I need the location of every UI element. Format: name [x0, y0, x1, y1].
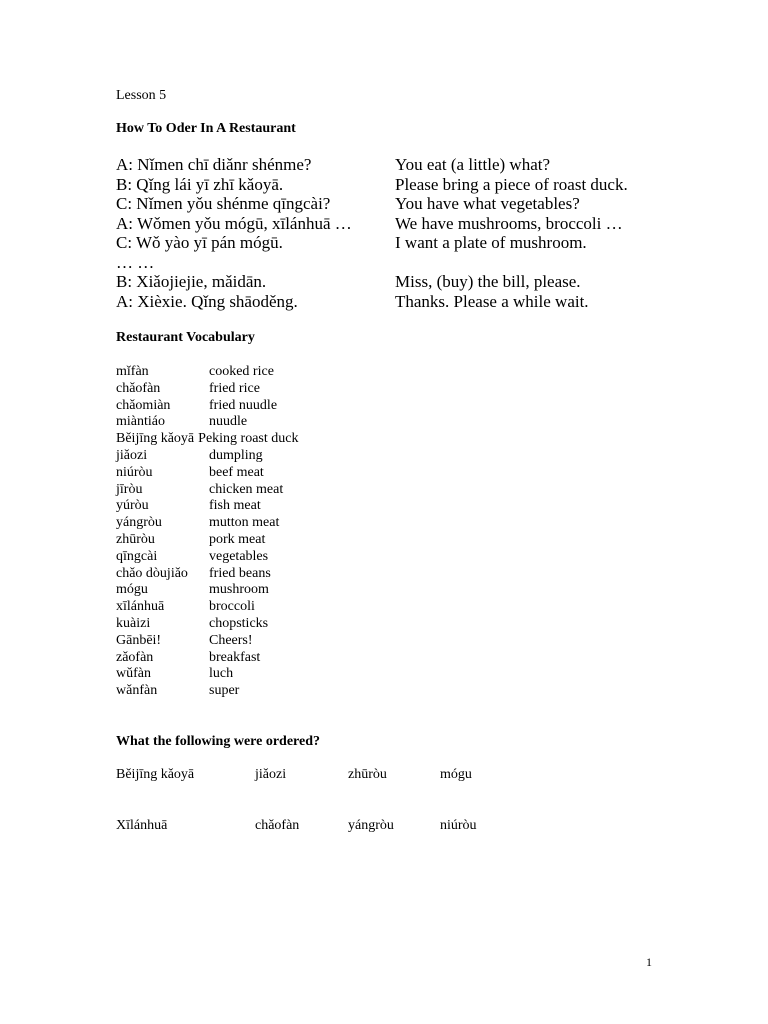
vocab-term: zǎofàn [116, 649, 154, 665]
vocab-item [116, 599, 298, 616]
order-item: yángròu [348, 818, 394, 833]
vocabulary-list [116, 364, 298, 700]
vocab-item [116, 448, 298, 465]
vocab-item [116, 364, 298, 381]
order-item: Běijīng kǎoyā [116, 767, 195, 782]
vocab-term: miàntiáo [116, 414, 165, 430]
vocab-item [116, 431, 298, 448]
dialogue-english: You have what vegetables? [395, 194, 580, 213]
vocab-meaning: dumpling [209, 447, 263, 463]
vocab-term: chǎo dòujiǎo [116, 565, 188, 581]
vocab-item [116, 666, 298, 683]
vocab-item [116, 683, 298, 700]
dialogue-pinyin: A: Nǐmen chī diǎnr shénme? [116, 155, 312, 174]
vocab-meaning: chicken meat [209, 481, 284, 497]
vocab-term: Gānbēi! [116, 632, 162, 648]
vocab-meaning: Peking roast duck [198, 431, 299, 447]
dialogue-line [116, 292, 676, 312]
dialogue-english: Miss, (buy) the bill, please. [395, 272, 581, 291]
dialogue-pinyin: B: Qǐng lái yī zhī kǎoyā. [116, 174, 284, 194]
order-item: jiǎozi [255, 767, 287, 782]
vocab-term: niúròu [116, 464, 153, 480]
vocab-item [116, 616, 298, 633]
dialogue-english: Please bring a piece of roast duck. [395, 174, 628, 194]
vocab-term: Běijīng kǎoyā [116, 431, 195, 447]
vocab-term: wǔfàn [116, 666, 151, 682]
dialogue-line [116, 253, 676, 273]
vocab-item [116, 532, 298, 549]
vocab-term: jīròu [116, 481, 143, 497]
vocab-item [116, 582, 298, 599]
vocab-term: xīlánhuā [116, 599, 165, 615]
order-item: niúròu [440, 818, 477, 833]
order-item: mógu [440, 767, 472, 782]
dialogue-line [116, 214, 676, 234]
dialogue-pinyin: C: Wǒ yào yī pán mógū. [116, 233, 283, 252]
page-title: How To Oder In A Restaurant [116, 121, 296, 136]
vocab-meaning: mutton meat [209, 515, 280, 531]
vocab-term: chǎofàn [116, 380, 161, 396]
dialogue-line [116, 233, 676, 253]
vocab-item [116, 465, 298, 482]
dialogue-english: You eat (a little) what? [395, 155, 551, 174]
page-number: 1 [646, 955, 652, 969]
exercise-heading: What the following were ordered? [116, 734, 321, 749]
dialogue-line [116, 175, 676, 195]
dialogue-pinyin: B: Xiǎojiejie, mǎidān. [116, 272, 267, 291]
order-item: Xīlánhuā [116, 818, 168, 833]
vocab-item [116, 498, 298, 515]
vocab-item [116, 381, 298, 398]
dialogue-line [116, 272, 676, 292]
vocab-term: mǐfàn [116, 364, 149, 379]
vocab-meaning: broccoli [209, 599, 255, 615]
vocab-item [116, 566, 298, 583]
dialogue-pinyin: C: Nǐmen yǒu shénme qīngcài? [116, 194, 331, 213]
vocab-term: jiǎozi [116, 447, 148, 463]
vocab-item [116, 414, 298, 431]
dialogue-pinyin: … … [116, 252, 155, 272]
vocab-meaning: fried rice [209, 380, 260, 396]
order-row [116, 767, 520, 783]
order-item: zhūròu [348, 767, 387, 782]
vocab-meaning: super [209, 683, 240, 699]
vocab-meaning: Cheers! [209, 632, 253, 648]
vocab-term: wǎnfàn [116, 683, 158, 699]
order-item: chǎofàn [255, 818, 300, 833]
vocab-item [116, 482, 298, 499]
vocab-term: yúròu [116, 498, 149, 514]
vocab-meaning: chopsticks [209, 615, 269, 631]
vocab-meaning: fish meat [209, 498, 261, 514]
lesson-label: Lesson 5 [116, 88, 167, 103]
vocab-meaning: breakfast [209, 649, 261, 665]
dialogue-english: We have mushrooms, broccoli … [395, 213, 623, 233]
vocab-item [116, 398, 298, 415]
vocab-item [116, 633, 298, 650]
vocabulary-heading: Restaurant Vocabulary [116, 330, 255, 345]
vocab-meaning: luch [209, 666, 234, 682]
vocab-term: zhūròu [116, 531, 155, 547]
vocab-meaning: fried nuudle [209, 397, 278, 413]
dialogue-line [116, 155, 676, 175]
vocab-meaning: beef meat [209, 464, 264, 480]
vocab-meaning: mushroom [209, 582, 269, 598]
dialogue-pinyin: A: Wǒmen yǒu mógū, xīlánhuā … [116, 213, 352, 233]
vocab-item [116, 515, 298, 532]
vocab-term: kuàizi [116, 615, 151, 631]
vocab-meaning: nuudle [209, 414, 248, 430]
vocab-item [116, 549, 298, 566]
vocab-term: mógu [116, 582, 148, 598]
dialogue-english: I want a plate of mushroom. [395, 233, 587, 252]
vocab-meaning: vegetables [209, 548, 269, 564]
vocab-term: qīngcài [116, 548, 158, 564]
vocab-term: yángròu [116, 515, 162, 531]
vocab-item [116, 650, 298, 667]
dialogue-english: Thanks. Please a while wait. [395, 291, 589, 311]
order-row [116, 818, 520, 834]
dialogue-block [116, 155, 676, 311]
dialogue-line [116, 194, 676, 214]
vocab-meaning: cooked rice [209, 364, 274, 379]
vocab-meaning: pork meat [209, 531, 266, 547]
vocab-term: chǎomiàn [116, 397, 171, 413]
dialogue-pinyin: A: Xièxie. Qǐng shāoděng. [116, 291, 298, 311]
vocab-meaning: fried beans [209, 565, 271, 581]
